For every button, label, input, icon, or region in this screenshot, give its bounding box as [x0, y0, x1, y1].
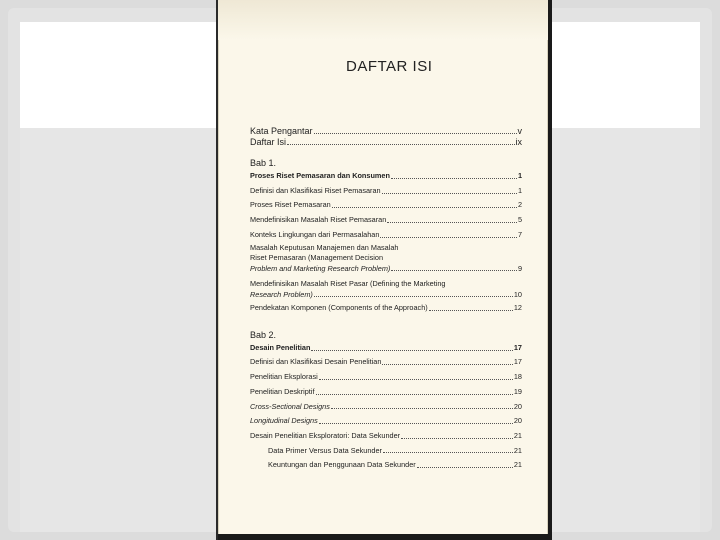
- toc-entry-page: 20: [513, 416, 522, 426]
- dot-leader: [319, 379, 513, 380]
- toc-entry: [250, 126, 522, 137]
- toc-entry-label: Proses Riset Pemasaran dan Konsumen: [250, 171, 390, 180]
- dot-leader: [387, 222, 517, 223]
- toc-entry-page: 7: [517, 229, 522, 239]
- toc-entry-page: 10: [513, 289, 522, 299]
- toc-entry-page: ix: [515, 137, 522, 147]
- toc-entry-page: v: [517, 126, 522, 136]
- toc-entry-line: Masalah Keputusan Manajemen dan Masalah: [250, 242, 399, 252]
- toc-entry-page: 1: [517, 185, 522, 195]
- toc-entry-label: Data Primer Versus Data Sekunder: [268, 445, 382, 455]
- page-bottom-edge: [218, 534, 548, 540]
- dot-leader: [314, 133, 517, 134]
- toc-entry-page: 12: [513, 303, 522, 313]
- toc-entry-page: 21: [513, 460, 522, 470]
- toc-entry-label: Mendefinisikan Masalah Riset Pemasaran: [250, 215, 387, 225]
- chapter-title-entry: [250, 341, 522, 356]
- toc-entry-line: Problem and Marketing Research Problem): [250, 263, 391, 273]
- toc-entry-page: 1: [517, 171, 522, 180]
- toc-entry-label: Konteks Lingkungan dari Permasalahan: [250, 229, 380, 239]
- toc-entry-page: 19: [513, 386, 522, 396]
- toc-subentry: [250, 458, 522, 473]
- dot-leader: [287, 144, 514, 145]
- toc-entry-line: Riset Pemasaran (Management Decision: [250, 253, 384, 263]
- toc-entry-label: Penelitian Eksplorasi: [250, 372, 318, 382]
- toc-entry-page: 2: [517, 200, 522, 210]
- toc-entry-label: Desain Penelitian Eksploratori: Data Sekunder: [250, 430, 401, 440]
- toc-entry-label: Keuntungan dan Penggunaan Data Sekunder: [268, 460, 416, 470]
- toc-entry-page: 17: [513, 357, 522, 367]
- dot-leader: [382, 193, 517, 194]
- dot-leader: [391, 178, 517, 179]
- toc-entry-label: Pendekatan Komponen (Components of the Approach): [250, 303, 428, 313]
- dot-leader: [314, 296, 513, 297]
- book-page-image: [216, 0, 552, 540]
- toc-entry-label: Proses Riset Pemasaran: [250, 200, 331, 210]
- toc-multiline-entry: [250, 279, 522, 300]
- toc-entry-label: Kata Pengantar: [250, 126, 313, 136]
- toc-entry-label: Daftar Isi: [250, 137, 287, 147]
- toc-entry-label: Penelitian Deskriptif: [250, 386, 315, 396]
- toc-entry-last-line: [250, 264, 522, 275]
- dot-leader: [380, 237, 517, 238]
- toc-entry: [250, 301, 522, 316]
- table-of-contents: [250, 126, 522, 473]
- dot-leader: [382, 364, 512, 365]
- toc-entry: [250, 228, 522, 243]
- toc-entry-page: 18: [513, 372, 522, 382]
- toc-entry: [250, 213, 522, 228]
- dot-leader: [401, 438, 513, 439]
- dot-leader: [316, 394, 513, 395]
- toc-entry-page: 5: [517, 215, 522, 225]
- chapter-heading: Bab 1.: [250, 158, 277, 168]
- toc-entry-line: Mendefinisikan Masalah Riset Pasar (Defining the Marketing: [250, 279, 446, 289]
- dot-leader: [332, 207, 517, 208]
- toc-entry-line: Research Problem): [250, 289, 313, 299]
- toc-entry-label: Definisi dan Klasifikasi Desain Penelitian: [250, 357, 382, 367]
- chapter-heading: Bab 2.: [250, 329, 277, 340]
- toc-entry: [250, 184, 522, 199]
- dot-leader: [383, 452, 513, 453]
- dot-leader: [311, 350, 512, 351]
- page-title: DAFTAR ISI: [346, 58, 433, 75]
- toc-subentry: [250, 444, 522, 459]
- dot-leader: [331, 408, 513, 409]
- dot-leader: [391, 270, 517, 271]
- toc-entry-page: 9: [517, 263, 522, 273]
- toc-entry: [250, 198, 522, 213]
- toc-entry-page: 21: [513, 430, 522, 440]
- toc-entry: [250, 429, 522, 444]
- toc-entry-label: Cross-Sectional Designs: [250, 401, 330, 411]
- toc-entry: [250, 400, 522, 415]
- dot-leader: [417, 467, 513, 468]
- dot-leader: [319, 423, 513, 424]
- toc-multiline-entry: [250, 243, 522, 275]
- dot-leader: [429, 310, 513, 311]
- toc-entry-page: 21: [513, 445, 522, 455]
- toc-entry: [250, 414, 522, 429]
- chapter-title-entry: [250, 169, 522, 184]
- toc-entry: [250, 355, 522, 370]
- toc-entry-page: 20: [513, 401, 522, 411]
- toc-entry-label: Longitudinal Designs: [250, 416, 318, 426]
- toc-entry-page: 17: [513, 342, 522, 352]
- toc-entry: [250, 370, 522, 385]
- toc-entry: [250, 137, 522, 148]
- toc-entry-label: Desain Penelitian: [250, 342, 311, 352]
- toc-entry: [250, 385, 522, 400]
- toc-entry-label: Definisi dan Klasifikasi Riset Pemasaran: [250, 185, 381, 195]
- toc-entry-last-line: [250, 290, 522, 301]
